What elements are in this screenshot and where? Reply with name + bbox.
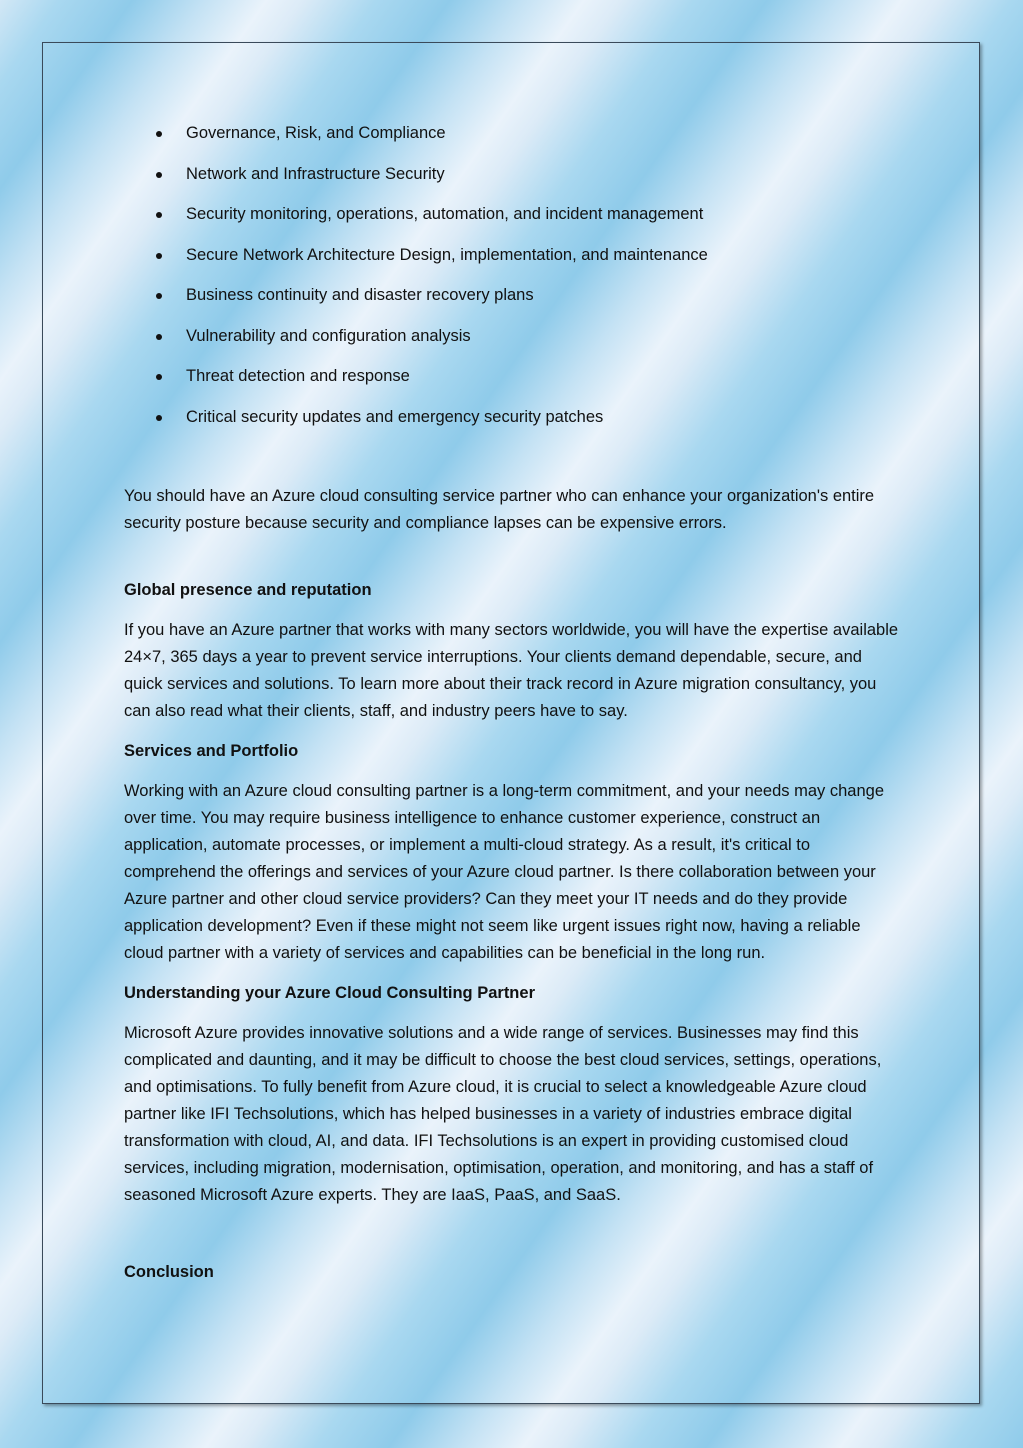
list-item: Business continuity and disaster recovery plans: [124, 282, 904, 309]
section-body-global-presence: If you have an Azure partner that works with many sectors worldwide, you will have the expertise available 24×7, 365 days a year to prevent service interruptions. Your clients demand dependable, secure, and quick services and solutions. To learn more about their track record in Azure migration consultancy, you can also read what their clients, staff, and industry peers have to say.: [124, 620, 899, 720]
document-content: [124, 120, 904, 1286]
section-body-services-portfolio: Working with an Azure cloud consulting partner is a long-term commitment, and your needs may change over time. You may require business intelligence to enhance customer experience, construct an application, automate processes, or implement a multi-cloud strategy. As a result, it's critical to comprehend the offerings and services of your Azure cloud partner. Is there collaboration between your Azure partner and other cloud service providers? Can they meet your IT needs and do they provide application development? Even if these might not seem like urgent issues right now, having a reliable cloud partner with a variety of services and capabilities can be beneficial in the long run.: [124, 781, 884, 962]
section-heading-global-presence: Global presence and reputation: [124, 580, 372, 599]
conclusion-heading: Conclusion: [124, 1262, 214, 1281]
bullet-icon: [156, 334, 162, 340]
bullet-icon: [156, 212, 162, 218]
list-item: Critical security updates and emergency security patches: [124, 404, 904, 431]
list-item: Governance, Risk, and Compliance: [124, 120, 904, 147]
list-item: Network and Infrastructure Security: [124, 161, 904, 188]
bullet-icon: [156, 172, 162, 178]
section-heading-understanding-partner: Understanding your Azure Cloud Consulting Partner: [124, 983, 535, 1002]
list-item: Threat detection and response: [124, 363, 904, 390]
bullet-icon: [156, 293, 162, 299]
list-item: Vulnerability and configuration analysis: [124, 323, 904, 350]
list-item: Secure Network Architecture Design, implementation, and maintenance: [124, 242, 904, 269]
bullet-icon: [156, 415, 162, 421]
bullet-icon: [156, 253, 162, 259]
bullet-icon: [156, 131, 162, 137]
security-services-list: [124, 120, 904, 431]
list-item: Security monitoring, operations, automation, and incident management: [124, 201, 904, 228]
section-body-understanding-partner: Microsoft Azure provides innovative solutions and a wide range of services. Businesses may find this complicated and daunting, and it may be difficult to choose the best cloud services, settings, operations, and optimisations. To fully benefit from Azure cloud, it is crucial to select a knowledgeable Azure cloud partner like IFI Techsolutions, which has helped businesses in a variety of industries embrace digital transformation with cloud, AI, and data. IFI Techsolutions is an expert in providing customised cloud services, including migration, modernisation, optimisation, operation, and monitoring, and has a staff of seasoned Microsoft Azure experts. They are IaaS, PaaS, and SaaS.: [124, 1023, 882, 1204]
bullet-icon: [156, 374, 162, 380]
section-heading-services-portfolio: Services and Portfolio: [124, 741, 299, 760]
intro-paragraph: You should have an Azure cloud consulting service partner who can enhance your organization's entire security posture because security and compliance lapses can be expensive errors.: [124, 486, 875, 532]
